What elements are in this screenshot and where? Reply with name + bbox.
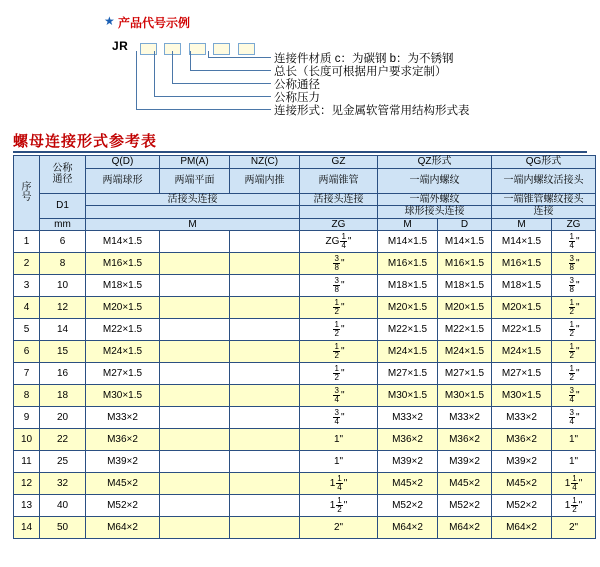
cell-qz-m: M64×2 bbox=[378, 517, 438, 539]
code-note-pressure: 公称压力 bbox=[274, 92, 320, 104]
cell-qz-m: M30×1.5 bbox=[378, 385, 438, 407]
table-row bbox=[14, 429, 596, 451]
cell-qz-d: M16×1.5 bbox=[438, 253, 492, 275]
cell-gz: 1 $\frac{1}{4}$ " bbox=[300, 473, 378, 495]
cell-qd: M30×1.5 bbox=[86, 385, 160, 407]
cell-qg-m: M14×1.5 bbox=[492, 231, 552, 253]
table-row bbox=[14, 495, 596, 517]
cell-qg-zg: $\frac{3}{4}$ " bbox=[552, 407, 596, 429]
cell-dn: 10 bbox=[40, 275, 86, 297]
cell-gz: $\frac{1}{2}$ " bbox=[300, 319, 378, 341]
cell-nz bbox=[230, 385, 300, 407]
header-group-qg: QG形式 bbox=[492, 156, 596, 169]
cell-qg-zg: 1 $\frac{1}{2}$ " bbox=[552, 495, 596, 517]
header-qd-desc: 两端球形 bbox=[86, 168, 160, 193]
cell-qz-m: M27×1.5 bbox=[378, 363, 438, 385]
cell-seq: 8 bbox=[14, 385, 40, 407]
cell-qg-zg: $\frac{1}{2}$ " bbox=[552, 319, 596, 341]
cell-pm bbox=[160, 231, 230, 253]
cell-seq: 10 bbox=[14, 429, 40, 451]
cell-qg-zg: $\frac{3}{4}$ " bbox=[552, 385, 596, 407]
cell-qz-m: M18×1.5 bbox=[378, 275, 438, 297]
header-sub-qz-m: M bbox=[378, 218, 438, 231]
cell-seq: 13 bbox=[14, 495, 40, 517]
header-qz-desc: 一端内螺纹 bbox=[378, 168, 492, 193]
cell-qz-d: M22×1.5 bbox=[438, 319, 492, 341]
cell-gz: $\frac{1}{2}$ " bbox=[300, 341, 378, 363]
cell-gz: 1 $\frac{1}{2}$ " bbox=[300, 495, 378, 517]
cell-qz-m: M52×2 bbox=[378, 495, 438, 517]
cell-qz-m: M33×2 bbox=[378, 407, 438, 429]
table-row bbox=[14, 385, 596, 407]
table-row bbox=[14, 517, 596, 539]
cell-qz-m: M39×2 bbox=[378, 451, 438, 473]
cell-seq: 12 bbox=[14, 473, 40, 495]
cell-qg-zg: 1" bbox=[552, 451, 596, 473]
cell-qg-m: M30×1.5 bbox=[492, 385, 552, 407]
cell-gz: $\frac{3}{4}$ " bbox=[300, 407, 378, 429]
header-sub-qg-zg: ZG bbox=[552, 218, 596, 231]
cell-gz: $\frac{3}{8}$ " bbox=[300, 253, 378, 275]
cell-gz: ZG $\frac{1}{4}$ " bbox=[300, 231, 378, 253]
cell-qd: M27×1.5 bbox=[86, 363, 160, 385]
header-qg-conn: 一端锥管螺纹接头 bbox=[492, 193, 596, 206]
cell-qz-m: M36×2 bbox=[378, 429, 438, 451]
nut-connection-table bbox=[13, 155, 596, 539]
cell-gz: $\frac{3}{4}$ " bbox=[300, 385, 378, 407]
cell-qg-zg: $\frac{1}{2}$ " bbox=[552, 341, 596, 363]
cell-pm bbox=[160, 385, 230, 407]
table-row bbox=[14, 319, 596, 341]
cell-qd: M33×2 bbox=[86, 407, 160, 429]
cell-qd: M18×1.5 bbox=[86, 275, 160, 297]
cell-nz bbox=[230, 275, 300, 297]
cell-qg-zg: 1" bbox=[552, 429, 596, 451]
cell-qg-m: M16×1.5 bbox=[492, 253, 552, 275]
header-qg-conn2: 连接 bbox=[492, 206, 596, 219]
cell-seq: 9 bbox=[14, 407, 40, 429]
table-row bbox=[14, 253, 596, 275]
cell-gz: 1" bbox=[300, 429, 378, 451]
cell-pm bbox=[160, 297, 230, 319]
cell-pm bbox=[160, 495, 230, 517]
cell-pm bbox=[160, 473, 230, 495]
cell-qd: M16×1.5 bbox=[86, 253, 160, 275]
cell-qz-d: M27×1.5 bbox=[438, 363, 492, 385]
cell-dn: 40 bbox=[40, 495, 86, 517]
cell-gz: $\frac{1}{2}$ " bbox=[300, 363, 378, 385]
cell-nz bbox=[230, 451, 300, 473]
cell-qz-d: M20×1.5 bbox=[438, 297, 492, 319]
cell-qg-zg: $\frac{1}{4}$ " bbox=[552, 231, 596, 253]
header-gz-conn: 活接头连接 bbox=[300, 193, 378, 206]
cell-nz bbox=[230, 517, 300, 539]
cell-qz-d: M45×2 bbox=[438, 473, 492, 495]
cell-nz bbox=[230, 407, 300, 429]
table-row bbox=[14, 363, 596, 385]
cell-seq: 2 bbox=[14, 253, 40, 275]
cell-nz bbox=[230, 495, 300, 517]
star-icon: ★ bbox=[104, 14, 115, 28]
cell-qd: M52×2 bbox=[86, 495, 160, 517]
cell-seq: 7 bbox=[14, 363, 40, 385]
cell-nz bbox=[230, 231, 300, 253]
cell-nz bbox=[230, 473, 300, 495]
table-row bbox=[14, 341, 596, 363]
header-qg-desc: 一端内螺纹活接头 bbox=[492, 168, 596, 193]
header-sub-zg: ZG bbox=[300, 218, 378, 231]
header-gz-desc: 两端锥管 bbox=[300, 168, 378, 193]
code-prefix-label: JR bbox=[112, 39, 129, 53]
cell-pm bbox=[160, 407, 230, 429]
header-qz-conn2: 球形接头连接 bbox=[378, 206, 492, 219]
cell-qg-zg: $\frac{3}{8}$ " bbox=[552, 253, 596, 275]
cell-pm bbox=[160, 275, 230, 297]
cell-qz-d: M33×2 bbox=[438, 407, 492, 429]
cell-qg-zg: 1 $\frac{1}{4}$ " bbox=[552, 473, 596, 495]
header-sub-qg-m: M bbox=[492, 218, 552, 231]
header-dn-unit: mm bbox=[40, 218, 86, 231]
cell-dn: 15 bbox=[40, 341, 86, 363]
cell-pm bbox=[160, 341, 230, 363]
code-note-length: 总长（长度可根据用户要求定制） bbox=[274, 66, 447, 78]
cell-qd: M20×1.5 bbox=[86, 297, 160, 319]
cell-qg-zg: $\frac{1}{2}$ " bbox=[552, 297, 596, 319]
cell-dn: 22 bbox=[40, 429, 86, 451]
cell-qg-m: M52×2 bbox=[492, 495, 552, 517]
header-qd-conn: 活接头连接 bbox=[86, 193, 300, 206]
cell-qd: M24×1.5 bbox=[86, 341, 160, 363]
cell-qz-m: M16×1.5 bbox=[378, 253, 438, 275]
cell-seq: 4 bbox=[14, 297, 40, 319]
cell-qd: M22×1.5 bbox=[86, 319, 160, 341]
cell-qg-m: M36×2 bbox=[492, 429, 552, 451]
cell-qz-d: M64×2 bbox=[438, 517, 492, 539]
title-divider bbox=[13, 151, 587, 153]
cell-dn: 14 bbox=[40, 319, 86, 341]
cell-nz bbox=[230, 253, 300, 275]
table-row bbox=[14, 231, 596, 253]
cell-qd: M39×2 bbox=[86, 451, 160, 473]
header-group-gz: GZ bbox=[300, 156, 378, 169]
cell-qg-m: M22×1.5 bbox=[492, 319, 552, 341]
cell-qd: M64×2 bbox=[86, 517, 160, 539]
cell-qz-d: M24×1.5 bbox=[438, 341, 492, 363]
cell-qg-zg: $\frac{1}{2}$ " bbox=[552, 363, 596, 385]
header-dn: 公称 通径 bbox=[40, 156, 86, 194]
cell-qz-m: M20×1.5 bbox=[378, 297, 438, 319]
cell-qg-zg: 2" bbox=[552, 517, 596, 539]
cell-qz-m: M24×1.5 bbox=[378, 341, 438, 363]
code-note-material: 连接件材质 c：为碳钢 b：为不锈钢 bbox=[274, 53, 454, 65]
cell-nz bbox=[230, 319, 300, 341]
cell-qd: M45×2 bbox=[86, 473, 160, 495]
cell-seq: 5 bbox=[14, 319, 40, 341]
cell-seq: 6 bbox=[14, 341, 40, 363]
cell-seq: 14 bbox=[14, 517, 40, 539]
cell-pm bbox=[160, 451, 230, 473]
cell-qg-m: M45×2 bbox=[492, 473, 552, 495]
cell-qg-m: M39×2 bbox=[492, 451, 552, 473]
cell-pm bbox=[160, 363, 230, 385]
cell-gz: 2" bbox=[300, 517, 378, 539]
cell-seq: 11 bbox=[14, 451, 40, 473]
cell-nz bbox=[230, 363, 300, 385]
page-title: 螺母连接形式参考表 bbox=[13, 133, 158, 150]
cell-qz-m: M14×1.5 bbox=[378, 231, 438, 253]
cell-nz bbox=[230, 429, 300, 451]
header-group-qz: QZ形式 bbox=[378, 156, 492, 169]
table-row bbox=[14, 451, 596, 473]
product-code-diagram bbox=[0, 0, 600, 128]
cell-qz-m: M22×1.5 bbox=[378, 319, 438, 341]
cell-seq: 3 bbox=[14, 275, 40, 297]
cell-qz-d: M39×2 bbox=[438, 451, 492, 473]
cell-gz: $\frac{1}{2}$ " bbox=[300, 297, 378, 319]
cell-qz-d: M30×1.5 bbox=[438, 385, 492, 407]
cell-qz-d: M18×1.5 bbox=[438, 275, 492, 297]
cell-gz: $\frac{3}{8}$ " bbox=[300, 275, 378, 297]
cell-qg-m: M24×1.5 bbox=[492, 341, 552, 363]
cell-seq: 1 bbox=[14, 231, 40, 253]
cell-qz-d: M52×2 bbox=[438, 495, 492, 517]
cell-pm bbox=[160, 253, 230, 275]
cell-dn: 25 bbox=[40, 451, 86, 473]
cell-dn: 18 bbox=[40, 385, 86, 407]
header-blank-1 bbox=[86, 206, 300, 219]
cell-dn: 6 bbox=[40, 231, 86, 253]
cell-dn: 50 bbox=[40, 517, 86, 539]
cell-qg-zg: $\frac{3}{8}$ " bbox=[552, 275, 596, 297]
cell-dn: 20 bbox=[40, 407, 86, 429]
cell-qg-m: M64×2 bbox=[492, 517, 552, 539]
table-header bbox=[14, 156, 596, 231]
cell-dn: 12 bbox=[40, 297, 86, 319]
code-note-dn: 公称通径 bbox=[274, 79, 320, 91]
cell-qg-m: M18×1.5 bbox=[492, 275, 552, 297]
cell-qg-m: M20×1.5 bbox=[492, 297, 552, 319]
header-group-qd: Q(D) bbox=[86, 156, 160, 169]
cell-qz-d: M36×2 bbox=[438, 429, 492, 451]
cell-pm bbox=[160, 429, 230, 451]
leader-line-5 bbox=[136, 51, 271, 110]
cell-qd: M14×1.5 bbox=[86, 231, 160, 253]
code-note-connection: 连接形式：见金属软管常用结构形式表 bbox=[274, 105, 470, 117]
cell-gz: 1" bbox=[300, 451, 378, 473]
table-row bbox=[14, 407, 596, 429]
table-row bbox=[14, 297, 596, 319]
cell-dn: 8 bbox=[40, 253, 86, 275]
table-row bbox=[14, 275, 596, 297]
cell-nz bbox=[230, 341, 300, 363]
cell-qg-m: M27×1.5 bbox=[492, 363, 552, 385]
cell-dn: 16 bbox=[40, 363, 86, 385]
header-group-nz: NZ(C) bbox=[230, 156, 300, 169]
header-seq: 序 号 bbox=[14, 156, 40, 231]
header-qz-conn: 一端外螺纹 bbox=[378, 193, 492, 206]
table-row bbox=[14, 473, 596, 495]
cell-nz bbox=[230, 297, 300, 319]
header-pm-desc: 两端平面 bbox=[160, 168, 230, 193]
code-diagram-title: 产品代号示例 bbox=[118, 16, 191, 30]
cell-qz-m: M45×2 bbox=[378, 473, 438, 495]
cell-qz-d: M14×1.5 bbox=[438, 231, 492, 253]
header-nz-desc: 两端内推 bbox=[230, 168, 300, 193]
cell-dn: 32 bbox=[40, 473, 86, 495]
header-blank-2 bbox=[300, 206, 378, 219]
table-body bbox=[14, 231, 596, 539]
cell-qd: M36×2 bbox=[86, 429, 160, 451]
cell-pm bbox=[160, 517, 230, 539]
header-sub-m: M bbox=[86, 218, 300, 231]
cell-qg-m: M33×2 bbox=[492, 407, 552, 429]
header-sub-qz-d: D bbox=[438, 218, 492, 231]
cell-pm bbox=[160, 319, 230, 341]
header-group-pm: PM(A) bbox=[160, 156, 230, 169]
header-d1: D1 bbox=[40, 193, 86, 218]
